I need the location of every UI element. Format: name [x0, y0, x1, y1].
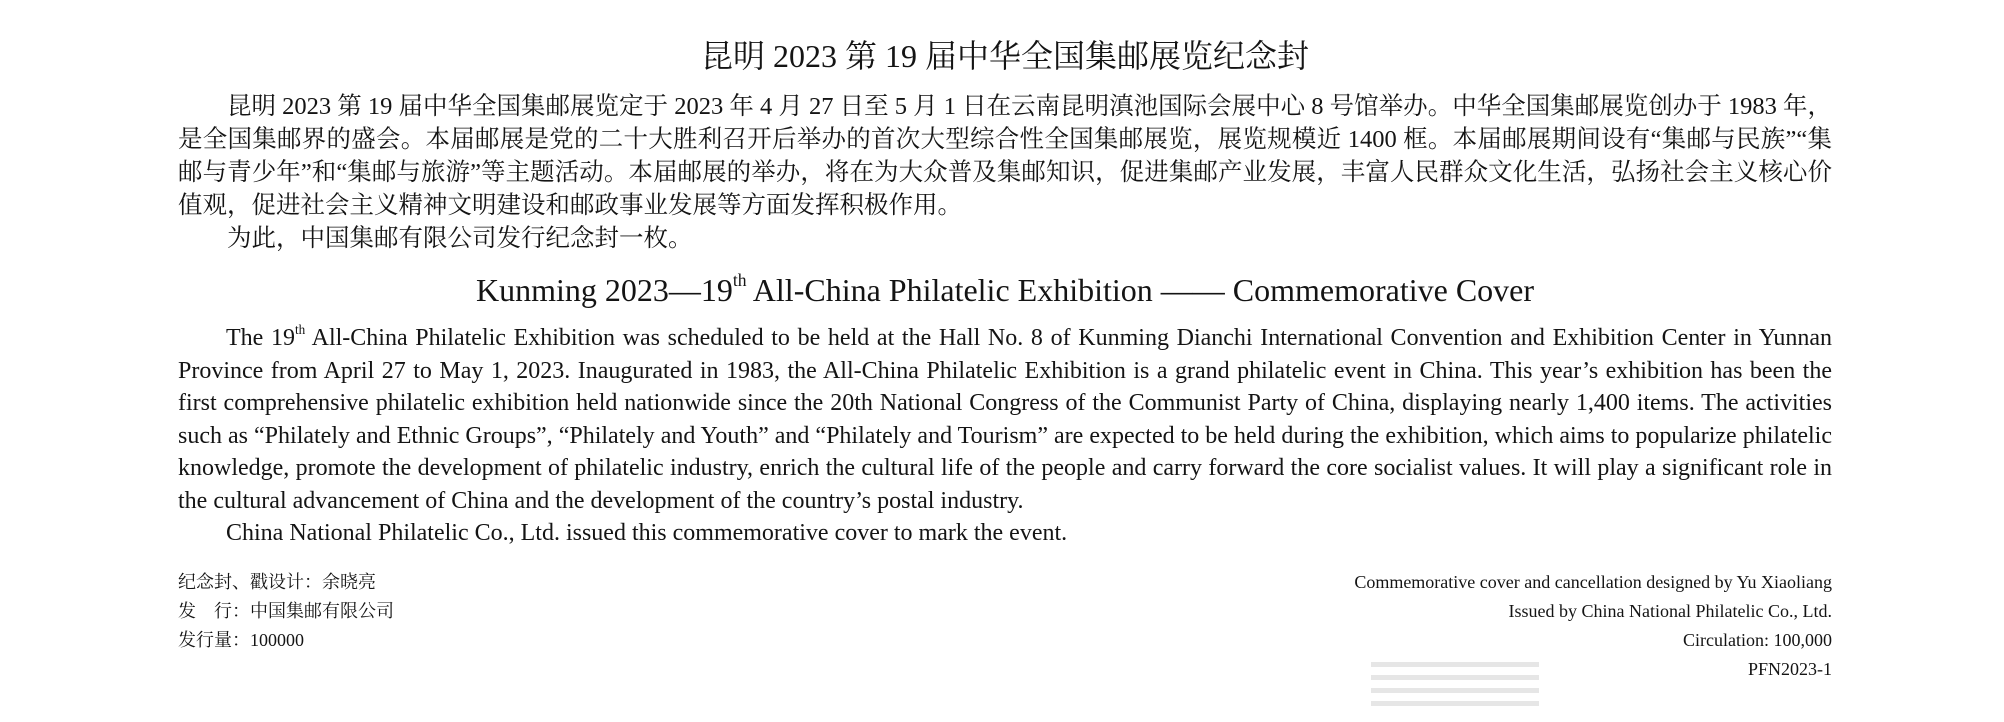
english-paragraph-1-text: All-China Philatelic Exhibition was scheduled to be held at the Hall No. 8 of Kunming Dianchi International Convention and Exhibition Center in Yunnan Province from April 27 to May 1, 2023. Inaugurated in 1983, the All-China Philatelic Exhibition is a grand philatelic event in China. This year’s exhibition has been the first comprehensive philatelic exhibition held nationwide since the 20th National Congress of the Communist Party of China, displaying nearly 1,400 items. The activities such as “Philately and Ethnic Groups”, “Philately and Youth” and “Philately and Tourism” are expected to be held during the exhibition, which aims to popularize philatelic knowledge, promote the development of philatelic industry, enrich the cultural life of the people and carry forward the core socialist values. It will play a significant role in the cultural advancement of China and the development of the country’s postal industry. — [178, 325, 1833, 514]
english-description — [178, 322, 1832, 550]
barcode-stripe — [1371, 688, 1539, 693]
chinese-description — [178, 90, 1832, 255]
english-credit-circulation: Circulation: 100,000 — [1683, 630, 1832, 650]
english-paragraph-1-prefix: The 19 — [226, 325, 295, 351]
english-paragraph-1-superscript: th — [295, 321, 306, 337]
english-paragraph-2: China National Philatelic Co., Ltd. issued this commemorative cover to mark the event. — [226, 520, 1068, 546]
english-title-superscript: th — [732, 270, 747, 291]
cover-serial-number: PFN2023-1 — [1747, 659, 1832, 679]
chinese-paragraph-2: 为此，中国集邮有限公司发行纪念封一枚。 — [227, 225, 693, 252]
chinese-credit-circulation: 发行量：100000 — [178, 630, 304, 650]
english-title-prefix: Kunming 2023—19 — [475, 272, 733, 308]
chinese-title: 昆明 2023 第 19 届中华全国集邮展览纪念封 — [700, 38, 1309, 74]
english-paragraph-1 — [178, 322, 1832, 517]
english-title-suffix: All-China Philatelic Exhibition —— Commemorative Cover — [746, 272, 1535, 308]
barcode-stripe — [1371, 662, 1539, 667]
postal-barcode-stripes — [1371, 662, 1539, 714]
barcode-stripe — [1371, 675, 1539, 680]
english-credit-designer: Commemorative cover and cancellation designed by Yu Xiaoliang — [1354, 572, 1832, 592]
chinese-credit-designer: 纪念封、戳设计：余晓亮 — [178, 572, 376, 592]
english-credit-issuer: Issued by China National Philatelic Co., Ltd. — [1508, 601, 1832, 621]
chinese-credit-issuer: 发 行：中国集邮有限公司 — [178, 601, 394, 621]
chinese-paragraph-1: 昆明 2023 第 19 届中华全国集邮展览定于 2023 年 4 月 27 日至 5 月 1 日在云南昆明滇池国际会展中心 8 号馆举办。中华全国集邮展览创办于 1983 年，是全国集邮界的盛会。本届邮展是党的二十大胜利召开后举办的首次大型综合性全国集邮展览，展览规模近 1400 框。本届邮展期间设有“集邮与民族”“集邮与青少年”和“集邮与旅游”等主题活动。本届邮展的举办，将在为大众普及集邮知识，促进集邮产业发展，丰富人民群众文化生活，弘扬社会主义核心价值观，促进社会主义精神文明建设和邮政事业发展等方面发挥积极作用。 — [178, 93, 1832, 219]
cover-back-page — [178, 0, 1832, 722]
english-title — [178, 270, 1832, 310]
chinese-credits — [178, 568, 394, 655]
barcode-stripe — [1371, 701, 1539, 706]
